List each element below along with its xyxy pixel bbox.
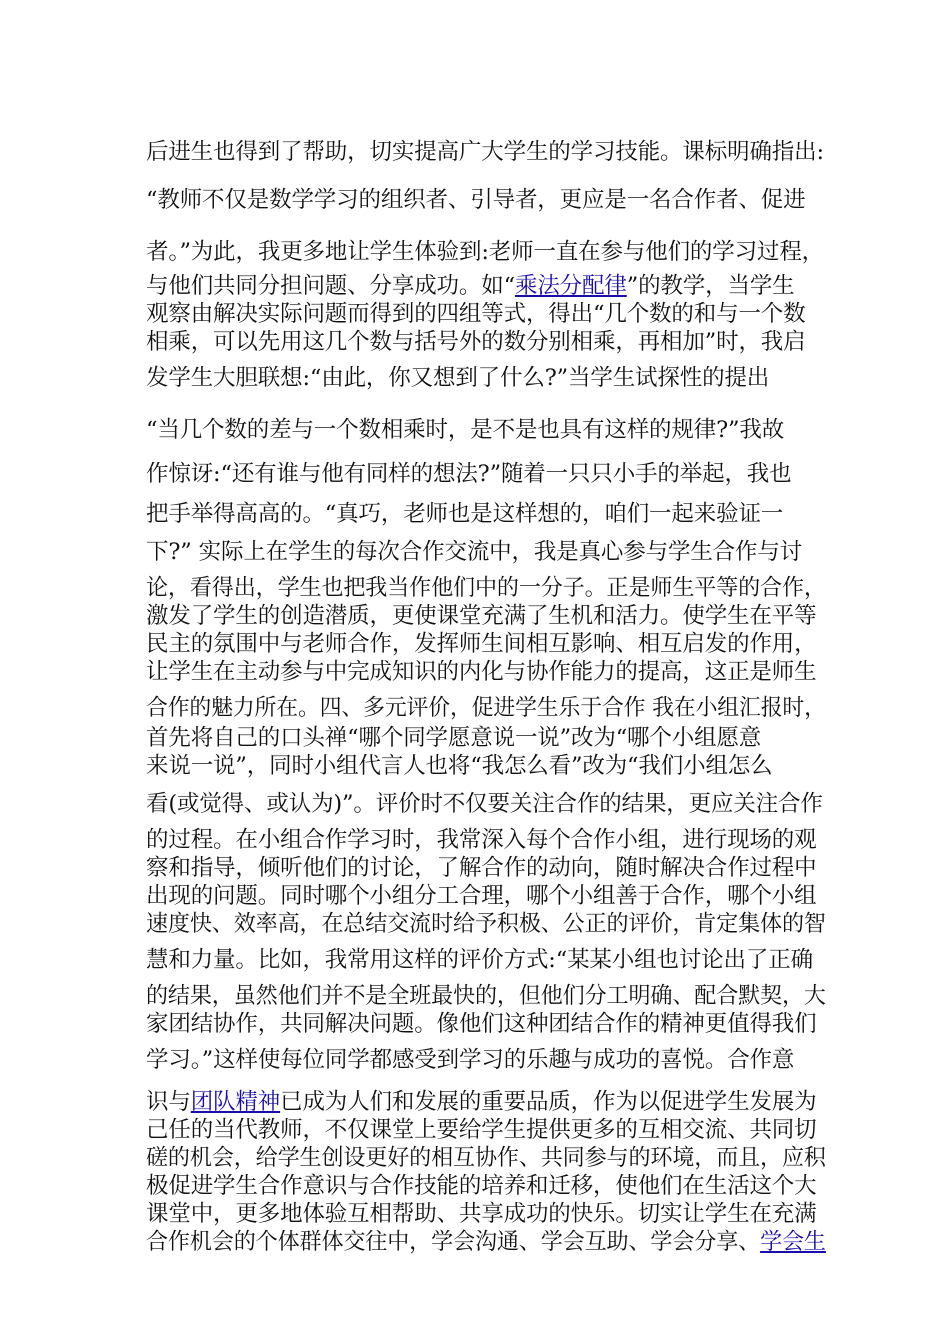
text-segment: 合作的魅力所在。四、多元评价，促进学生乐于合作 我在小组汇报时， xyxy=(146,695,826,721)
text-segment: 已成为人们和发展的重要品质，作为以促进学生发展为 xyxy=(280,1089,817,1115)
text-line xyxy=(146,790,826,818)
text-line xyxy=(146,694,826,722)
text-segment: 学习。”这样使每位同学都感受到学习的乐趣与成功的喜悦。合作意 xyxy=(146,1047,795,1073)
text-line xyxy=(146,1144,826,1172)
text-line xyxy=(146,1200,826,1228)
text-line xyxy=(146,630,826,658)
text-line xyxy=(146,1088,826,1116)
text-segment: 观察由解决实际问题而得到的四组等式，得出“几个数的和与一个数 xyxy=(146,301,806,327)
text-line xyxy=(146,882,826,910)
text-segment: 察和指导，倾听他们的讨论，了解合作的动向，随时解决合作过程中 xyxy=(146,855,817,881)
text-line xyxy=(146,538,826,566)
text-segment: 者。”为此，我更多地让学生体验到:老师一直在参与他们的学习过程， xyxy=(146,239,825,265)
text-segment: 下?” 实际上在学生的每次合作交流中，我是真心参与学生合作与讨 xyxy=(146,539,803,565)
text-segment: 发学生大胆联想:“由此，你又想到了什么?”当学生试探性的提出 xyxy=(146,365,770,391)
text-line xyxy=(146,826,826,854)
text-line xyxy=(146,238,826,266)
text-line xyxy=(146,574,826,602)
text-segment: 相乘，可以先用这几个数与括号外的数分别相乘，再相加”时，我启 xyxy=(146,329,806,355)
text-line xyxy=(146,602,826,630)
text-segment: 与他们共同分担问题、分享成功。如“ xyxy=(146,273,515,299)
text-segment: 课堂中，更多地体验互相帮助、共享成功的快乐。切实让学生在充满 xyxy=(146,1201,817,1227)
text-segment: “当几个数的差与一个数相乘时，是不是也具有这样的规律?”我故 xyxy=(146,417,785,443)
text-line xyxy=(146,500,826,528)
inline-link[interactable]: 学会生 xyxy=(760,1229,826,1255)
text-segment: 作惊讶:“还有谁与他有同样的想法?”随着一只只小手的举起，我也 xyxy=(146,461,792,487)
text-line xyxy=(146,416,826,444)
text-segment: 磋的机会，给学生创设更好的相互协作、共同参与的环境，而且，应积 xyxy=(146,1145,826,1171)
text-segment: “教师不仅是数学学习的组织者、引导者，更应是一名合作者、促进 xyxy=(146,187,806,213)
text-line xyxy=(146,1046,826,1074)
text-segment: ”的教学，当学生 xyxy=(626,273,795,299)
text-line xyxy=(146,328,826,356)
text-segment: 来说一说”，同时小组代言人也将“我怎么看”改为“我们小组怎么 xyxy=(146,753,773,779)
text-segment: 首先将自己的口头禅“哪个同学愿意说一说”改为“哪个小组愿意 xyxy=(146,725,762,751)
text-line xyxy=(146,186,826,214)
text-line xyxy=(146,364,826,392)
text-segment: 让学生在主动参与中完成知识的内化与协作能力的提高，这正是师生 xyxy=(146,659,817,685)
text-line xyxy=(146,724,826,752)
text-line xyxy=(146,982,826,1010)
inline-link[interactable]: 乘法分配律 xyxy=(514,273,627,299)
text-segment: 把手举得高高的。“真巧，老师也是这样想的，咱们一起来验证一 xyxy=(146,501,784,527)
text-segment: 合作机会的个体群体交往中，学会沟通、学会互助、学会分享、 xyxy=(146,1229,761,1255)
text-segment: 出现的问题。同时哪个小组分工合理，哪个小组善于合作，哪个小组 xyxy=(146,883,817,909)
text-line xyxy=(146,752,826,780)
text-segment: 速度快、效率高，在总结交流时给予积极、公正的评价，肯定集体的智 xyxy=(146,911,826,937)
text-segment: 家团结协作，共同解决问题。像他们这种团结合作的精神更值得我们 xyxy=(146,1011,817,1037)
text-line xyxy=(146,300,826,328)
text-line xyxy=(146,1172,826,1200)
text-segment: 论，看得出，学生也把我当作他们中的一分子。正是师生平等的合作， xyxy=(146,575,826,601)
text-line xyxy=(146,1116,826,1144)
text-line xyxy=(146,1228,826,1256)
text-segment: 的过程。在小组合作学习时，我常深入每个合作小组，进行现场的观 xyxy=(146,827,817,853)
text-segment: 识与 xyxy=(146,1089,191,1115)
text-line xyxy=(146,854,826,882)
text-line xyxy=(146,460,826,488)
text-segment: 己任的当代教师，不仅课堂上要给学生提供更多的互相交流、共同切 xyxy=(146,1117,817,1143)
text-line xyxy=(146,910,826,938)
text-segment: 后进生也得到了帮助，切实提高广大学生的学习技能。课标明确指出: xyxy=(146,139,824,165)
text-segment: 的结果，虽然他们并不是全班最快的，但他们分工明确、配合默契，大 xyxy=(146,983,826,1009)
text-segment: 极促进学生合作意识与合作技能的培养和迁移，使他们在生活这个大 xyxy=(146,1173,817,1199)
text-line xyxy=(146,138,826,166)
text-segment: 慧和力量。比如，我常用这样的评价方式:“某某小组也讨论出了正确 xyxy=(146,947,813,973)
text-line xyxy=(146,946,826,974)
text-segment: 民主的氛围中与老师合作，发挥师生间相互影响、相互启发的作用， xyxy=(146,631,817,657)
text-segment: 激发了学生的创造潜质，更使课堂充满了生机和活力。使学生在平等 xyxy=(146,603,817,629)
text-line xyxy=(146,658,826,686)
inline-link[interactable]: 团队精神 xyxy=(190,1089,281,1115)
text-line xyxy=(146,272,826,300)
text-line xyxy=(146,1010,826,1038)
text-segment: 看(或觉得、或认为)”。评价时不仅要关注合作的结果，更应关注合作 xyxy=(146,791,823,817)
